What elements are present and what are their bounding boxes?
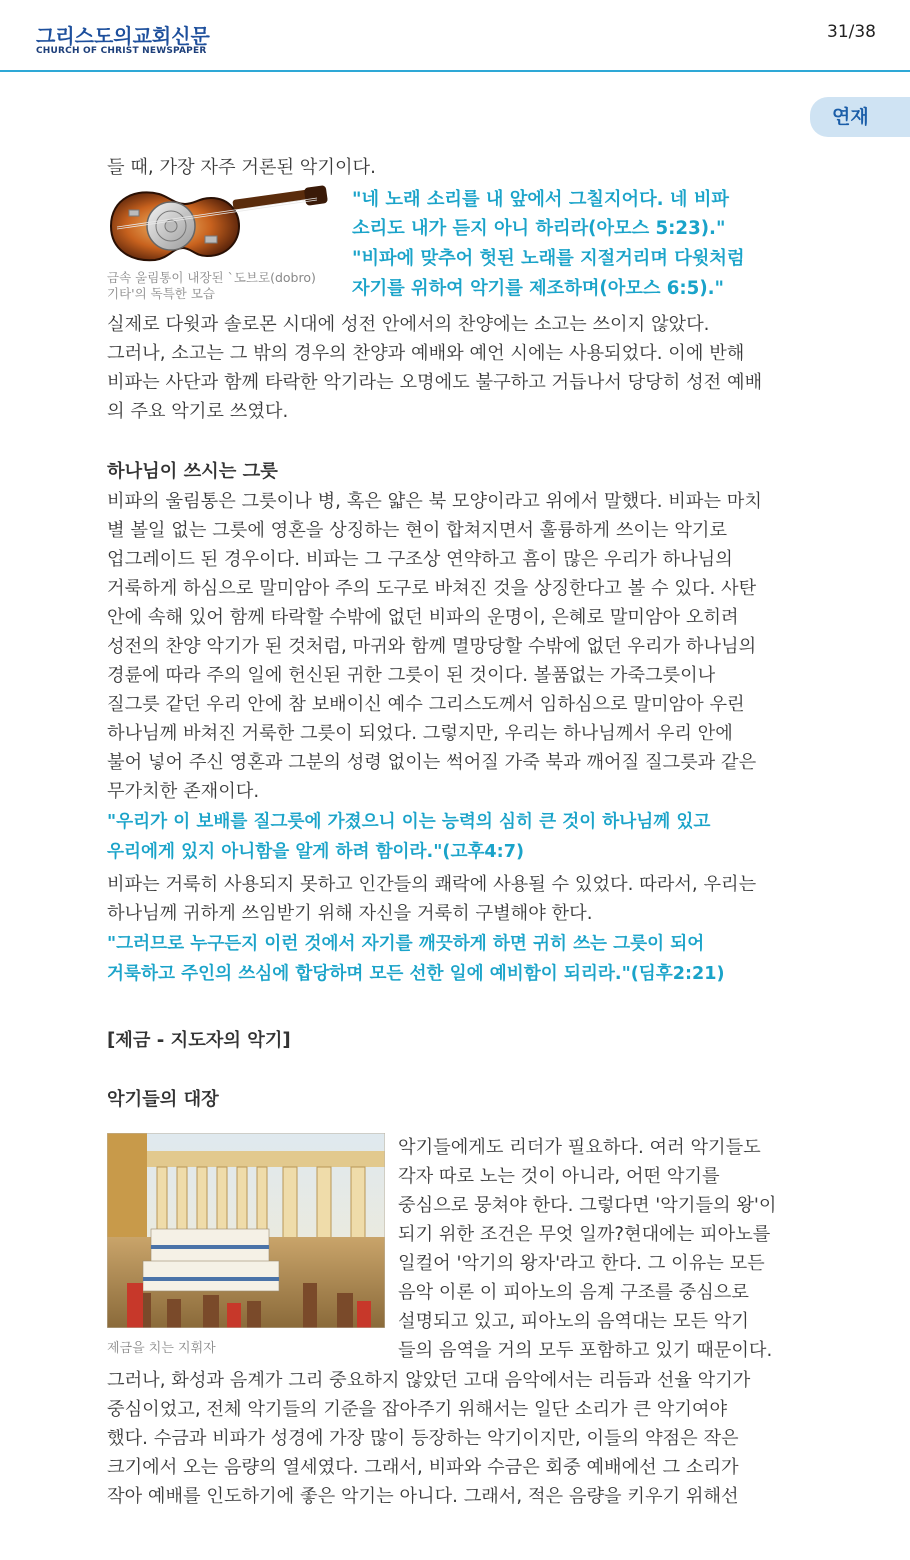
bible-quote: 소리도 내가 듣지 아니 하리라(아모스 5:23)." bbox=[352, 218, 726, 239]
body-line: 중심으로 뭉쳐야 한다. 그렇다면 '악기들의 왕'이 bbox=[398, 1195, 777, 1216]
body-line: 중심이었고, 전체 악기들의 기준을 잡아주기 위해서는 일단 소리가 큰 악기여야 bbox=[107, 1399, 728, 1420]
bible-quote: "그러므로 누구든지 이런 것에서 자기를 깨끗하게 하면 귀히 쓰는 그릇이 되어 bbox=[107, 934, 705, 954]
body-line: 경륜에 따라 주의 일에 헌신된 귀한 그릇이 된 것이다. 볼품없는 가죽그릇이나 bbox=[107, 665, 716, 686]
bible-quote: 우리에게 있지 아니함을 알게 하려 함이라."(고후4:7) bbox=[107, 842, 524, 862]
bible-quote: "네 노래 소리를 내 앞에서 그칠지어다. 네 비파 bbox=[352, 189, 729, 210]
body-line: 음악 이론 이 피아노의 음계 구조를 중심으로 bbox=[398, 1282, 749, 1303]
body-line: 작아 예배를 인도하기에 좋은 악기는 아니다. 그래서, 적은 음량을 키우기 위해선 bbox=[107, 1486, 739, 1507]
section-heading: 하나님이 쓰시는 그릇 bbox=[107, 461, 278, 482]
body-line: 그러나, 화성과 음계가 그리 중요하지 않았던 고대 음악에서는 리듬과 선율 악기가 bbox=[107, 1370, 751, 1391]
section-heading: [제금 - 지도자의 악기] bbox=[107, 1030, 291, 1051]
body-line: 크기에서 오는 음량의 열세였다. 그래서, 비파와 수금은 회중 예배에선 그 소리가 bbox=[107, 1457, 739, 1478]
body-line: 하나님께 귀하게 쓰임받기 위해 자신을 거룩히 구별해야 한다. bbox=[107, 903, 593, 924]
body-line: 들의 음역을 거의 모두 포함하고 있기 때문이다. bbox=[398, 1340, 773, 1361]
body-line: 의 주요 악기로 쓰였다. bbox=[107, 401, 289, 422]
guitar-caption: 금속 울림통이 내장된 `도브로(dobro) bbox=[107, 270, 316, 285]
bible-quote: "우리가 이 보배를 질그릇에 가졌으니 이는 능력의 심히 큰 것이 하나님께 있고 bbox=[107, 812, 711, 832]
page-header bbox=[0, 0, 910, 72]
section-heading: 악기들의 대장 bbox=[107, 1089, 219, 1110]
bible-quote: "비파에 맞추어 헛된 노래를 지절거리며 다윗처럼 bbox=[352, 248, 745, 269]
body-line: 성전의 찬양 악기가 된 것처럼, 마귀와 함께 멸망당할 수밖에 없던 우리가 하나님의 bbox=[107, 636, 757, 657]
body-line: 질그릇 같던 우리 안에 참 보배이신 예수 그리스도께서 임하심으로 말미암아 우린 bbox=[107, 694, 745, 715]
body-line: 일컬어 '악기의 왕자'라고 한다. 그 이유는 모든 bbox=[398, 1253, 765, 1274]
body-line: 그러나, 소고는 그 밖의 경우의 찬양과 예배와 예언 시에는 사용되었다. 이에 반해 bbox=[107, 343, 745, 364]
temple-caption: 제금을 치는 지휘자 bbox=[107, 1341, 216, 1356]
body-line: 들 때, 가장 자주 거론된 악기이다. bbox=[107, 157, 376, 178]
body-line: 되기 위한 조건은 무엇 일까?현대에는 피아노를 bbox=[398, 1224, 771, 1245]
body-line: 각자 따로 노는 것이 아니라, 어떤 악기를 bbox=[398, 1166, 720, 1187]
body-line: 했다. 수금과 비파가 성경에 가장 많이 등장하는 악기이지만, 이들의 약점은 작은 bbox=[107, 1428, 739, 1449]
body-line: 비파는 거룩히 사용되지 못하고 인간들의 쾌락에 사용될 수 있었다. 따라서, 우리는 bbox=[107, 874, 757, 895]
dobro-guitar-image bbox=[107, 180, 329, 266]
body-line: 악기들에게도 리더가 필요하다. 여러 악기들도 bbox=[398, 1137, 761, 1158]
newspaper-logo[interactable]: 그리스도의교회신문 bbox=[36, 24, 210, 48]
temple-worship-painting bbox=[107, 1133, 385, 1328]
page-number: 31/38 bbox=[827, 22, 876, 42]
body-line: 안에 속해 있어 함께 타락할 수밖에 없던 비파의 운명이, 은혜로 말미암아 오히려 bbox=[107, 607, 739, 628]
body-line: 비파의 울림통은 그릇이나 병, 혹은 얇은 북 모양이라고 위에서 말했다. 비파는 마치 bbox=[107, 491, 762, 512]
bible-quote: 거룩하고 주인의 쓰심에 합당하며 모든 선한 일에 예비함이 되리라."(딤후2:21) bbox=[107, 964, 725, 984]
bible-quote: 자기를 위하여 악기를 제조하며(아모스 6:5)." bbox=[352, 278, 725, 299]
guitar-caption: 기타'의 독특한 모습 bbox=[107, 286, 215, 301]
section-tag[interactable]: 연재 bbox=[810, 97, 910, 137]
body-line: 실제로 다윗과 솔로몬 시대에 성전 안에서의 찬양에는 소고는 쓰이지 않았다. bbox=[107, 314, 710, 335]
body-line: 업그레이드 된 경우이다. 비파는 그 구조상 연약하고 흠이 많은 우리가 하나님의 bbox=[107, 549, 733, 570]
body-line: 불어 넣어 주신 영혼과 그분의 성령 없이는 썩어질 가죽 북과 깨어질 질그릇과 같은 bbox=[107, 752, 757, 773]
body-line: 거룩하게 하심으로 말미암아 주의 도구로 바쳐진 것을 상징한다고 볼 수 있다. 사탄 bbox=[107, 578, 757, 599]
body-line: 비파는 사단과 함께 타락한 악기라는 오명에도 불구하고 거듭나서 당당히 성전 예배 bbox=[107, 372, 763, 393]
body-line: 설명되고 있고, 피아노의 음역대는 모든 악기 bbox=[398, 1311, 749, 1332]
newspaper-logo-english: CHURCH OF CHRIST NEWSPAPER bbox=[36, 46, 207, 56]
body-line: 하나님께 바쳐진 거룩한 그릇이 되었다. 그렇지만, 우리는 하나님께서 우리 안에 bbox=[107, 723, 733, 744]
body-line: 무가치한 존재이다. bbox=[107, 781, 260, 802]
body-line: 별 볼일 없는 그릇에 영혼을 상징하는 현이 합쳐지면서 훌륭하게 쓰이는 악기로 bbox=[107, 520, 728, 541]
